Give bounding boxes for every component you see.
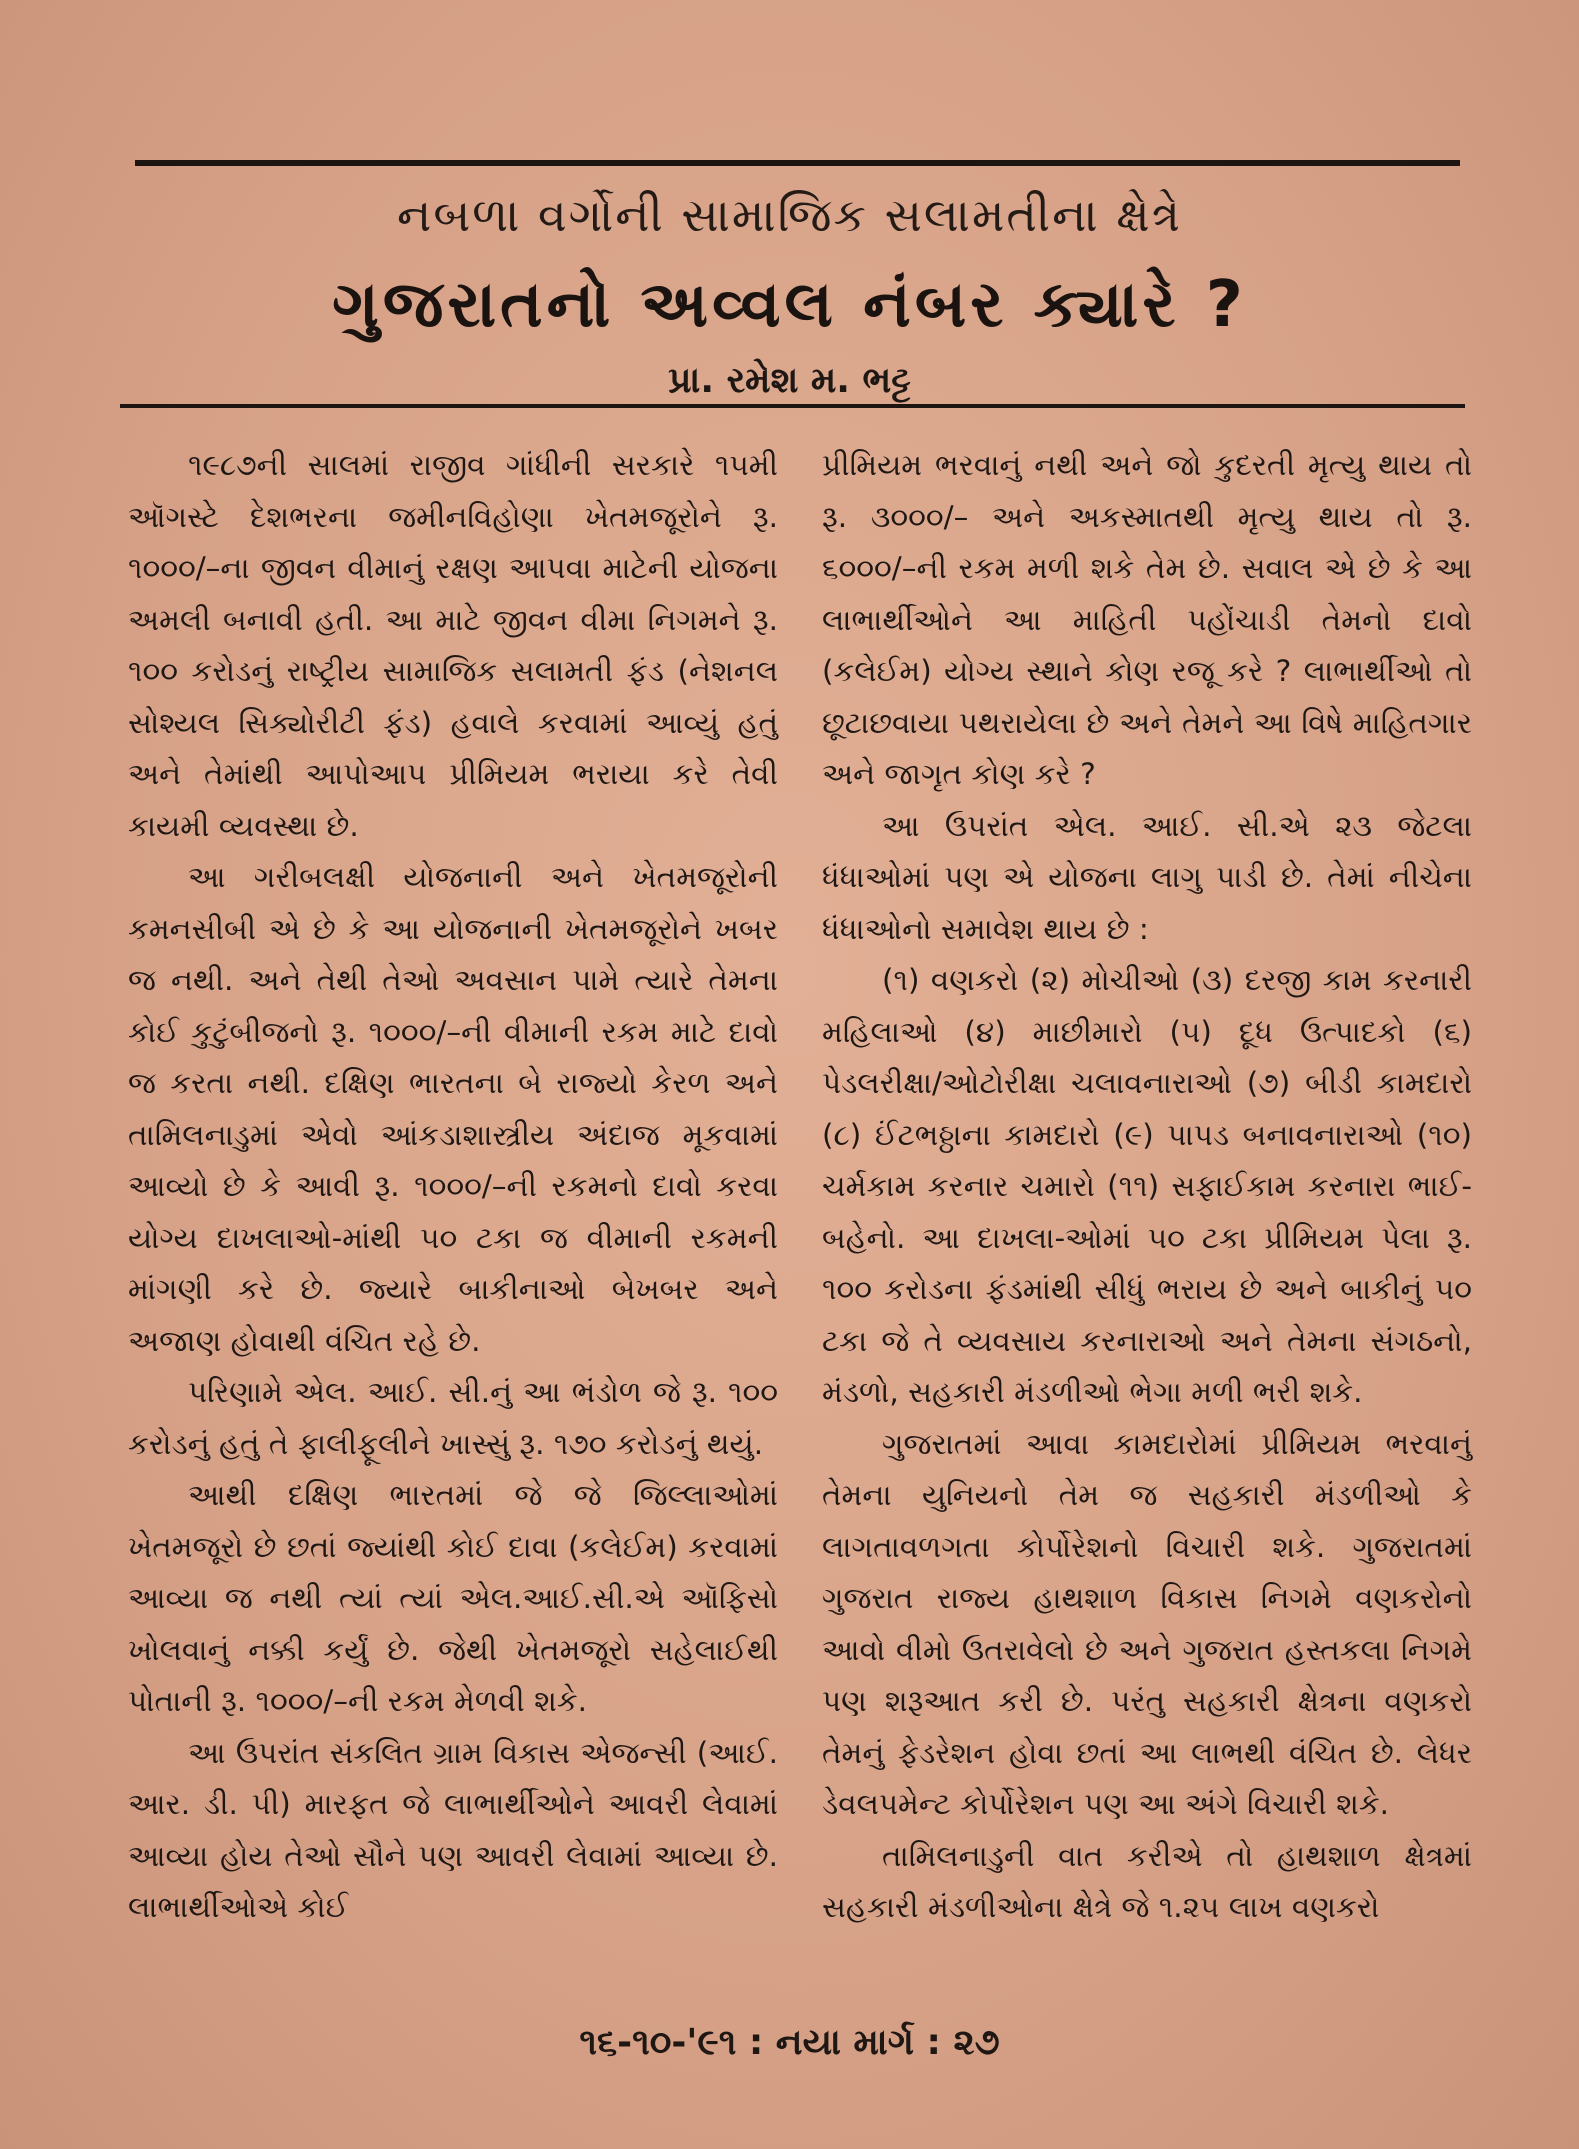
paragraph: આ ઉપરાંત એલ. આઈ. સી.એ ૨૩ જેટલા ધંધાઓમાં પણ એ યોજના લાગુ પાડી છે. તેમાં નીચેના ધંધાઓનો સમાવેશ થાય છે : [822, 808, 1472, 946]
header-rule [120, 404, 1465, 408]
paragraph: આથી દક્ષિણ ભારતમાં જે જે જિલ્લાઓમાં ખેતમજૂરો છે છતાં જ્યાંથી કોઈ દાવા (કલેઈમ) કરવામાં આવ્યા જ નથી ત્યાં ત્યાં એલ.આઈ.સી.એ ઑફિસો ખોલવાનું નક્કી કર્યું છે. જેથી ખેતમજૂરો સહેલાઈથી પોતાની રૂ. ૧૦૦૦/–ની રકમ મેળવી શકે. [128, 1478, 778, 1718]
paragraph: ૧૯૮૭ની સાલમાં રાજીવ ગાંધીની સરકારે ૧૫મી ઑગસ્ટે દેશભરના જમીનવિહોણા ખેતમજૂરોને રૂ. ૧૦૦૦/–ના જીવન વીમાનું રક્ષણ આપવા માટેની યોજના અમલી બનાવી હતી. આ માટે જીવન વીમા નિગમને રૂ. ૧૦૦ કરોડનું રાષ્ટ્રીય સામાજિક સલામતી ફંડ (નેશનલ સોશ્યલ સિક્યોરીટી ફંડ) હવાલે કરવામાં આવ્યું હતું અને તેમાંથી આપોઆપ પ્રીમિયમ ભરાયા કરે તેવી કાયમી વ્યવસ્થા છે. [128, 448, 778, 843]
paragraph: આ ઉપરાંત સંકલિત ગ્રામ વિકાસ એજન્સી (આઈ. આર. ડી. પી) મારફત જે લાભાર્થીઓને આવરી લેવામાં આવ્યા હોય તેઓ સૌને પણ આવરી લેવામાં આવ્યા છે. લાભાર્થીઓએ કોઈ [128, 1735, 778, 1924]
article-kicker: નબળા વર્ગોની સામાજિક સલામતીના ક્ષેત્રે [397, 188, 1182, 242]
paragraph: આ ગરીબલક્ષી યોજનાની અને ખેતમજૂરોની કમનસીબી એ છે કે આ યોજનાની ખેતમજૂરોને ખબર જ નથી. અને તેથી તેઓ અવસાન પામે ત્યારે તેમના કોઈ કુટુંબીજનો રૂ. ૧૦૦૦/–ની વીમાની રકમ માટે દાવો જ કરતા નથી. દક્ષિણ ભારતના બે રાજ્યો કેરળ અને તામિલનાડુમાં એવો આંકડાશાસ્ત્રીય અંદાજ મૂકવામાં આવ્યો છે કે આવી રૂ. ૧૦૦૦/–ની રકમનો દાવો કરવા યોગ્ય દાખલાઓ-માંથી ૫૦ ટકા જ વીમાની રકમની માંગણી કરે છે. જ્યારે બાકીનાઓ બેખબર અને અજાણ હોવાથી વંચિત રહે છે. [128, 860, 778, 1358]
right-column [822, 440, 1472, 1934]
page-footer: ૧૬-૧૦-'૯૧ : નયા માર્ગ : ૨૭ [579, 2022, 1000, 2063]
left-column [128, 440, 778, 1934]
article-author: પ્રા. રમેશ મ. ભટ્ટ [668, 360, 911, 401]
paragraph: (૧) વણકરો (૨) મોચીઓ (૩) દરજી કામ કરનારી મહિલાઓ (૪) માછીમારો (૫) દૂધ ઉત્પાદકો (૬) પેડલરીક્ષા/ઓટોરીક્ષા ચલાવનારાઓ (૭) બીડી કામદારો (૮) ઈંટભઠ્ઠાના કામદારો (૯) પાપડ બનાવનારાઓ (૧૦) ચર્મકામ કરનાર ચમારો (૧૧) સફાઈકામ કરનારા ભાઈ-બહેનો. આ દાખલા-ઓમાં ૫૦ ટકા પ્રીમિયમ પેલા રૂ. ૧૦૦ કરોડના ફંડમાંથી સીધું ભરાય છે અને બાકીનું ૫૦ ટકા જે તે વ્યવસાય કરનારાઓ અને તેમના સંગઠનો, મંડળો, સહકારી મંડળીઓ ભેગા મળી ભરી શકે. [822, 963, 1472, 1409]
paragraph: પરિણામે એલ. આઈ. સી.નું આ ભંડોળ જે રૂ. ૧૦૦ કરોડનું હતું તે ફાલીફૂલીને ખાસ્સું રૂ. ૧૭૦ કરોડનું થયું. [128, 1375, 778, 1461]
paragraph: ગુજરાતમાં આવા કામદારોમાં પ્રીમિયમ ભરવાનું તેમના યુનિયનો તેમ જ સહકારી મંડળીઓ કે લાગતાવળગતા કોર્પોરેશનો વિચારી શકે. ગુજરાતમાં ગુજરાત રાજ્ય હાથશાળ વિકાસ નિગમે વણકરોનો આવો વીમો ઉતરાવેલો છે અને ગુજરાત હસ્તકલા નિગમે પણ શરૂઆત કરી છે. પરંતુ સહકારી ક્ષેત્રના વણકરો તેમનું ફેડરેશન હોવા છતાં આ લાભથી વંચિત છે. લેધર ડેવલપમેન્ટ કોર્પોરેશન પણ આ અંગે વિચારી શકે. [822, 1426, 1472, 1821]
top-rule [135, 160, 1460, 166]
article-headline: ગુજરાતનો અવ્વલ નંબર ક્યારે ? [332, 268, 1247, 342]
paragraph: તામિલનાડુની વાત કરીએ તો હાથશાળ ક્ષેત્રમાં સહકારી મંડળીઓના ક્ષેત્રે જે ૧.૨૫ લાખ વણકરો [822, 1838, 1472, 1924]
paragraph: પ્રીમિયમ ભરવાનું નથી અને જો કુદરતી મૃત્યુ થાય તો રૂ. ૩૦૦૦/– અને અકસ્માતથી મૃત્યુ થાય તો રૂ. ૬૦૦૦/–ની રકમ મળી શકે તેમ છે. સવાલ એ છે કે આ લાભાર્થીઓને આ માહિતી પહોંચાડી તેમનો દાવો (કલેઈમ) યોગ્ય સ્થાને કોણ રજૂ કરે ? લાભાર્થીઓ તો છૂટાછવાયા પથરાયેલા છે અને તેમને આ વિષે માહિતગાર અને જાગૃત કોણ કરે ? [822, 448, 1472, 791]
